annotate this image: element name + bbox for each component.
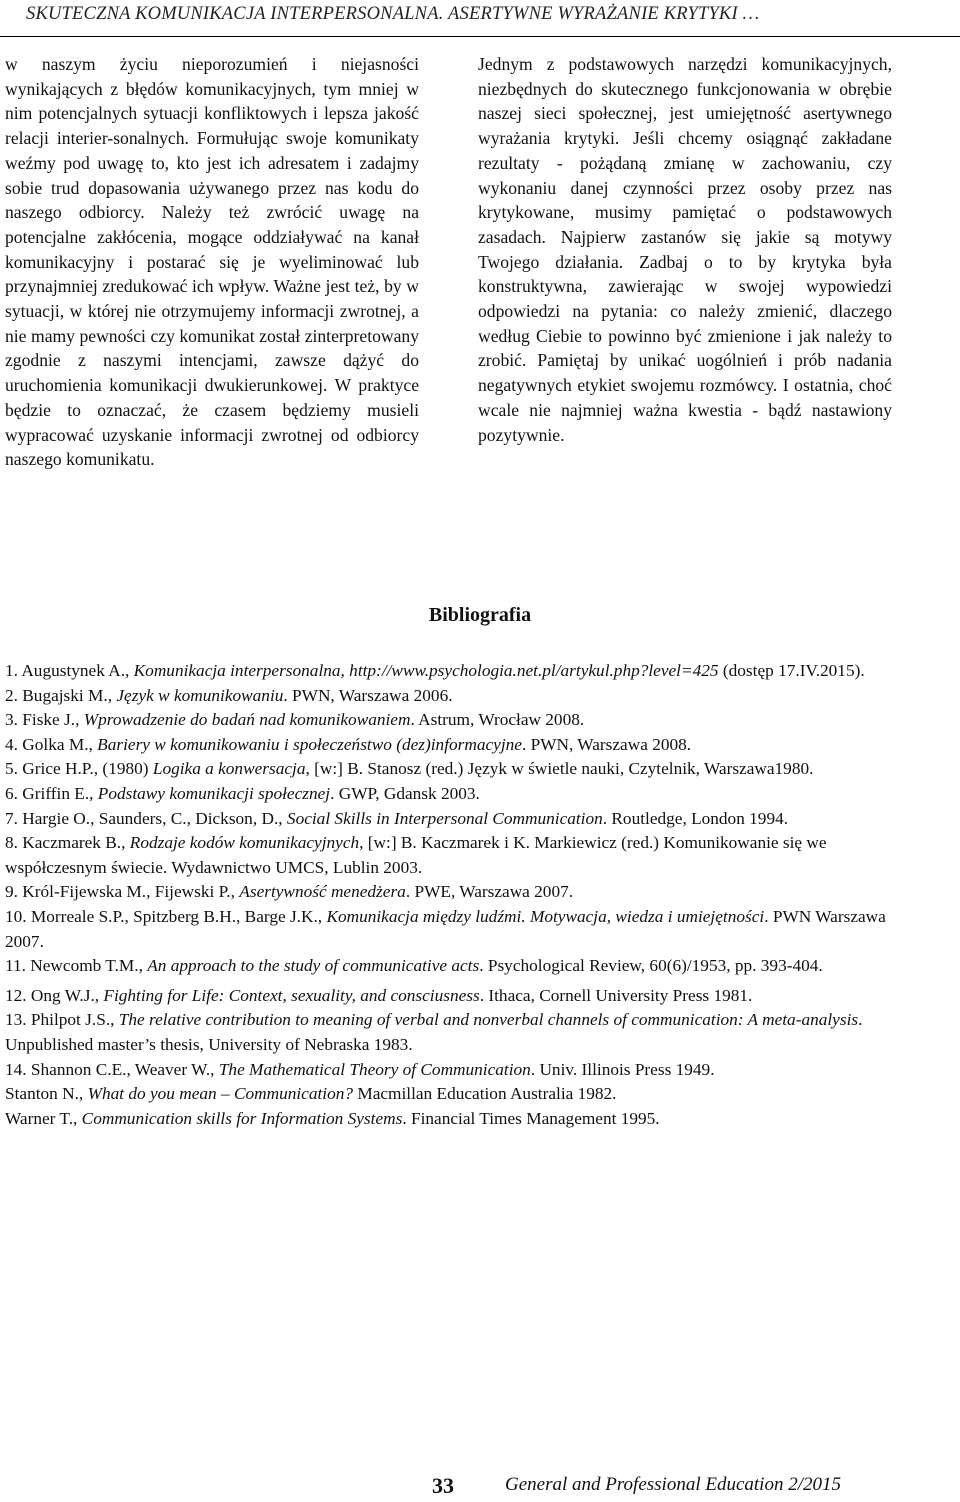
reference-authors: 10. Morreale S.P., Spitzberg B.H., Barge J.K., xyxy=(5,906,327,926)
reference-publication: . Financial Times Management 1995. xyxy=(402,1108,660,1128)
page-footer xyxy=(0,1470,960,1500)
reference-title: Social Skills in Interpersonal Communication xyxy=(286,808,603,828)
body-column-left xyxy=(5,52,419,472)
paragraph-left: w naszym życiu nieporozumień i niejasności wynikających z błędów komunikacyjnych, tym mniej w nim potencjalnych sytuacji konfliktowych i lepsza jakość relacji interier-sonalnych. Formułując swoje komunikaty weźmy pod uwagę to, kto jest ich adresatem i zadajmy sobie trud dopasowania używanego przez nas kodu do naszego odbiorcy. Należy też zwrócić uwagę na potencjalne zakłócenia, mogące oddziaływać na kanał komunikacyjny i postarać się je wyeliminować lub przynajmniej zredukować ich wpływ. Ważne jest też, by w sytuacji, w której nie otrzymujemy informacji zwrotnej, a nie mamy pewności czy komunikat został zinterpretowany zgodnie z naszymi intencjami, zawsze dążyć do uruchomienia komunikacji dwukierunkowej. W praktyce będzie to oznaczać, że czasem będziemy musieli wypracować uzyskanie informacji zwrotnej od odbiorcy naszego komunikatu. xyxy=(5,54,419,470)
reference-publication: , [w:] B. Kaczmarek i K. Markiewicz (red.) Komunikowanie się we współczesnym świecie. Wydawnictwo UMCS, Lublin 2003. xyxy=(5,833,827,877)
reference-item xyxy=(5,905,905,954)
reference-title: Komunikacja interpersonalna, http://www.psychologia.net.pl/artykul.php?level=425 xyxy=(133,661,719,680)
reference-title: Fighting for Life: Context, sexuality, and consciusness xyxy=(103,985,480,1005)
reference-authors: 11. Newcomb T.M., xyxy=(5,956,148,976)
reference-title: The Mathematical Theory of Communication xyxy=(218,1059,531,1079)
reference-item xyxy=(5,733,905,758)
running-header xyxy=(0,0,960,37)
page-number: 33 xyxy=(432,1473,454,1498)
reference-item xyxy=(5,1107,905,1132)
reference-authors: 4. Golka M., xyxy=(5,734,98,754)
reference-authors: 14. Shannon C.E., Weaver W., xyxy=(5,1059,219,1079)
reference-publication: . Astrum, Wrocław 2008. xyxy=(410,710,585,730)
reference-title: Asertywność menedżera xyxy=(239,882,406,902)
reference-title: Język w komunikowaniu xyxy=(116,685,284,705)
reference-title: What do you mean – Communication? xyxy=(87,1084,354,1104)
running-title: SKUTECZNA KOMUNIKACJA INTERPERSONALNA. ASERTYWNE WYRAŻANIE KRYTYKI … xyxy=(26,4,760,24)
reference-publication: . Univ. Illinois Press 1949. xyxy=(530,1059,715,1079)
reference-authors: 7. Hargie O., Saunders, C., Dickson, D., xyxy=(5,808,287,828)
reference-publication: (dostęp 17.IV.2015). xyxy=(718,661,865,680)
reference-authors: 6. Griffin E., xyxy=(5,783,98,803)
reference-title: An approach to the study of communicative acts xyxy=(147,956,480,976)
reference-authors: 13. Philpot J.S., xyxy=(5,1010,119,1030)
reference-publication: Macmillan Education Australia 1982. xyxy=(353,1084,617,1104)
reference-authors: Stanton N., xyxy=(5,1084,88,1104)
reference-title: Rodzaje kodów komunikacyjnych xyxy=(129,833,360,853)
reference-item xyxy=(5,708,905,733)
reference-authors: 8. Kaczmarek B., xyxy=(5,833,130,853)
reference-item xyxy=(5,954,905,979)
reference-title: Komunikacja między ludźmi. Motywacja, wiedza i umiejętności xyxy=(326,906,765,926)
reference-title: Wprowadzenie do badań nad komunikowaniem xyxy=(83,710,411,730)
reference-publication: . Psychological Review, 60(6)/1953, pp. 393-404. xyxy=(479,956,823,976)
reference-authors: Warner T., xyxy=(5,1108,82,1128)
reference-title: Logika a konwersacja xyxy=(152,759,306,779)
reference-title: Podstawy komunikacji społecznej xyxy=(97,783,331,803)
reference-item xyxy=(5,782,905,807)
reference-publication: . PWN, Warszawa 2006. xyxy=(283,685,453,705)
reference-title: Bariery w komunikowaniu i społeczeństwo (dez)informacyjne xyxy=(97,734,522,754)
journal-name: General and Professional Education 2/2015 xyxy=(505,1474,841,1495)
reference-item xyxy=(5,807,905,832)
reference-publication: . Routledge, London 1994. xyxy=(602,808,789,828)
reference-item xyxy=(5,684,905,709)
reference-publication: . Ithaca, Cornell University Press 1981. xyxy=(479,985,753,1005)
reference-authors: 1. Augustynek A., xyxy=(5,661,134,680)
reference-item xyxy=(5,831,905,880)
reference-publication: . PWE, Warszawa 2007. xyxy=(405,882,574,902)
paragraph-right: Jednym z podstawowych narzędzi komunikacyjnych, niezbędnych do skutecznego funkcjonowania w obrębie naszej sieci społecznej, jest umiejętność asertywnego wyrażania krytyki. Jeśli chcemy osiągnąć zakładane rezultaty - pożądaną zmianę w zachowaniu, czy wykonaniu danej czynności przez osoby przez nas krytykowane, musimy pamiętać o podstawowych zasadach. Najpierw zastanów się jakie są motywy Twojego działania. Zadbaj o to by krytyka była konstruktywna, zawierając w swojej wypowiedzi odpowiedzi na pytania: co należy zmienić, dlaczego według Ciebie to powinno być zmienione i jak należy to zrobić. Pamiętaj by unikać uogólnień i prób nadania negatywnych etykiet swojemu rozmówcy. I ostatnia, choć wcale nie najmniej ważna kwestia - bądź nastawiony pozytywnie. xyxy=(478,54,892,445)
reference-title: Communication skills for Information Systems xyxy=(81,1108,403,1128)
reference-item xyxy=(5,1058,905,1083)
bibliography-list xyxy=(5,659,905,1131)
reference-item xyxy=(5,880,905,905)
reference-item xyxy=(5,757,905,782)
body-column-right xyxy=(478,52,892,447)
reference-title: The relative contribution to meaning of verbal and nonverbal channels of communication: A meta-analysis xyxy=(118,1010,859,1030)
reference-publication: . Unpublished master’s thesis, University of Nebraska 1983. xyxy=(5,1010,863,1054)
reference-item xyxy=(5,1082,905,1107)
reference-item xyxy=(5,1008,905,1057)
reference-authors: 3. Fiske J., xyxy=(5,710,84,730)
reference-authors: 9. Król-Fijewska M., Fijewski P., xyxy=(5,882,240,902)
bibliography-heading: Bibliografia xyxy=(428,604,532,626)
reference-publication: . PWN Warszawa 2007. xyxy=(5,906,886,951)
reference-item xyxy=(5,659,905,684)
reference-publication: , [w:] B. Stanosz (red.) Język w świetle nauki, Czytelnik, Warszawa1980. xyxy=(305,759,814,779)
reference-publication: . PWN, Warszawa 2008. xyxy=(521,734,692,754)
reference-publication: . GWP, Gdansk 2003. xyxy=(330,783,480,803)
reference-item xyxy=(5,984,905,1009)
reference-authors: 2. Bugajski M., xyxy=(5,685,117,705)
reference-authors: 5. Grice H.P., (1980) xyxy=(5,759,153,779)
reference-authors: 12. Ong W.J., xyxy=(5,985,104,1005)
